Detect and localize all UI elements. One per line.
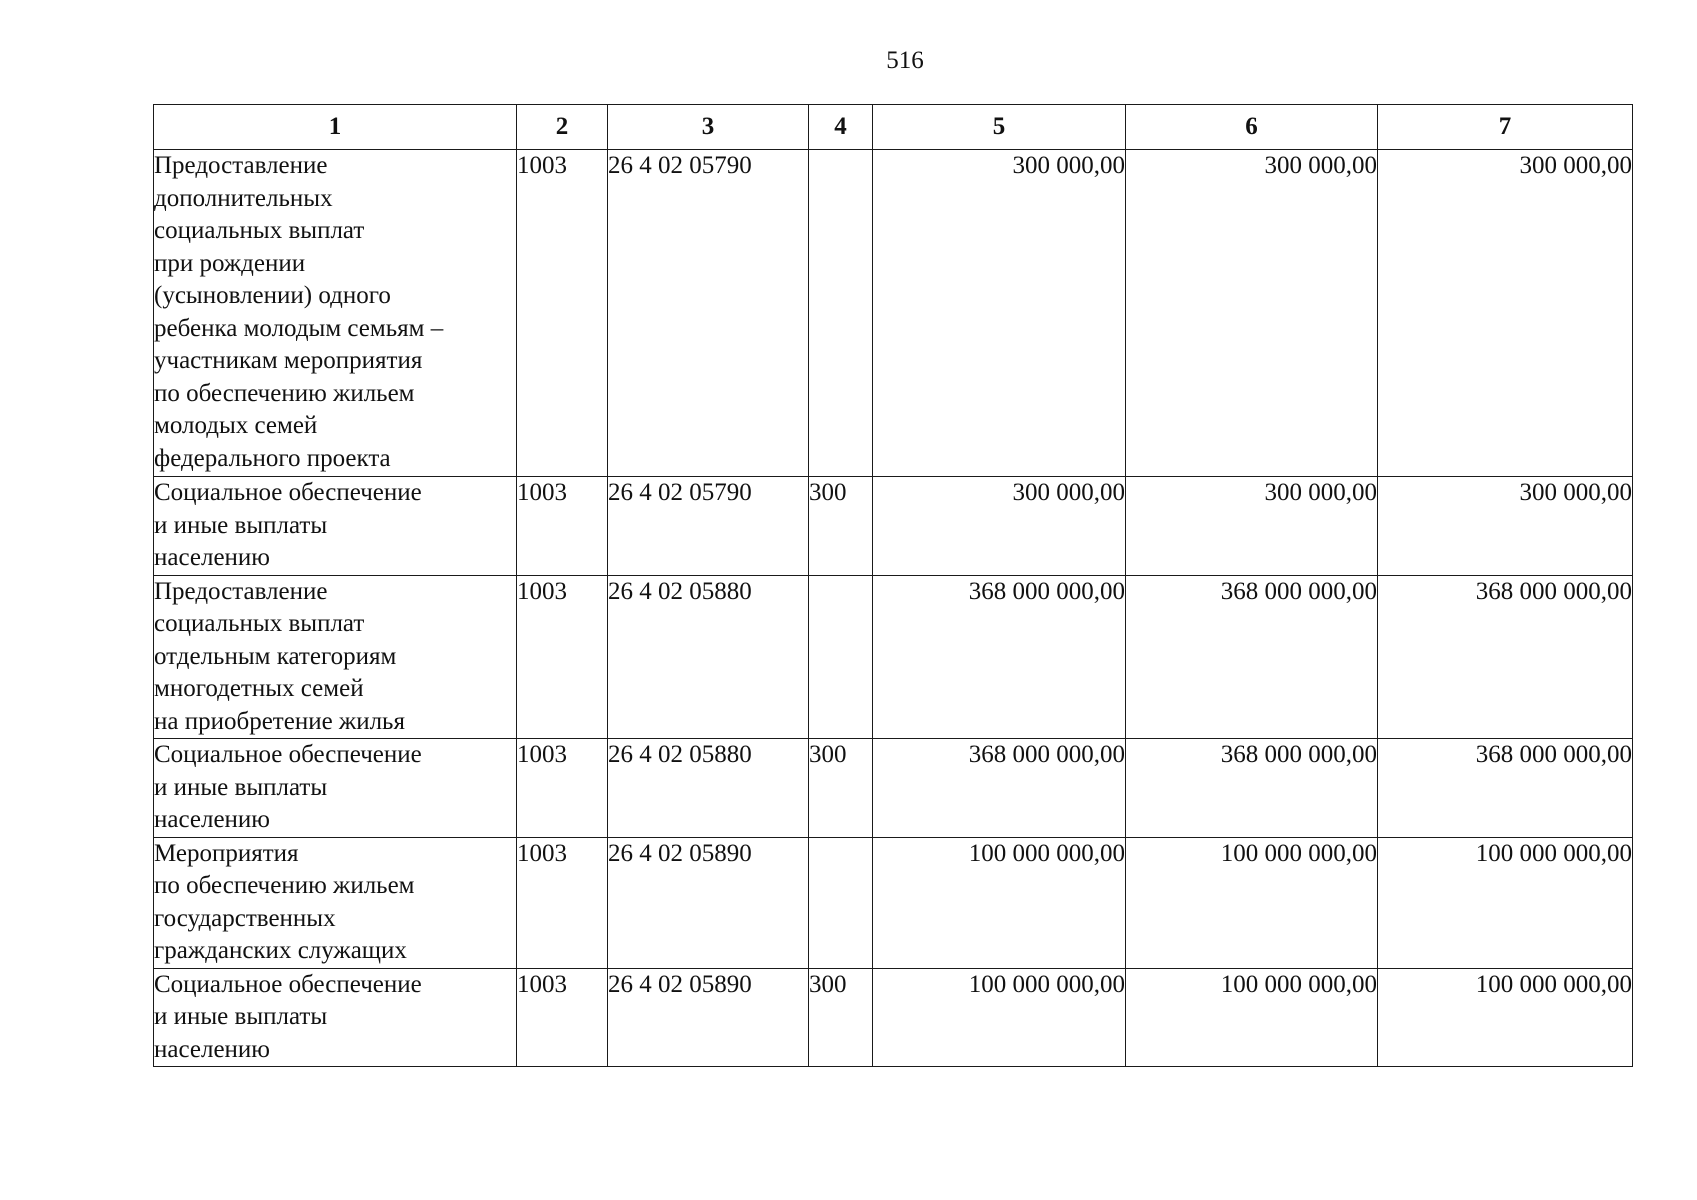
amount-col-5-cell: 300 000,00 [873, 477, 1126, 576]
name-line: населению [154, 544, 270, 571]
name-line: и иные выплаты [154, 773, 328, 801]
name-line: при рождении [154, 249, 306, 277]
name-line: многодетных семей [154, 675, 364, 702]
amount-col-7-cell: 100 000 000,00 [1378, 837, 1633, 968]
amount-col-7-cell: 368 000 000,00 [1378, 739, 1633, 838]
header-col-1: 1 [154, 105, 517, 150]
row-name-cell [154, 739, 517, 838]
amount-col-7-cell: 300 000,00 [1378, 477, 1633, 576]
target-code-cell: 26 4 02 05880 [608, 739, 809, 838]
header-col-7: 7 [1378, 105, 1633, 150]
header-col-6: 6 [1126, 105, 1378, 150]
amount-col-6-cell: 300 000,00 [1126, 477, 1378, 576]
amount-col-6-cell: 368 000 000,00 [1126, 575, 1378, 739]
section-code-cell: 1003 [517, 968, 608, 1067]
amount-col-5-cell: 100 000 000,00 [873, 968, 1126, 1067]
name-line: молодых семей [154, 412, 318, 439]
row-name-cell [154, 837, 517, 968]
target-code-cell: 26 4 02 05890 [608, 837, 809, 968]
amount-col-5-cell: 300 000,00 [873, 150, 1126, 477]
row-name-cell [154, 575, 517, 739]
name-line: ребенка молодым семьям – [154, 314, 444, 342]
name-line: Социальное обеспечение [154, 479, 422, 506]
header-col-4: 4 [809, 105, 873, 150]
table-row [154, 575, 1633, 739]
amount-col-6-cell: 100 000 000,00 [1126, 968, 1378, 1067]
table-row [154, 477, 1633, 576]
amount-col-6-cell: 100 000 000,00 [1126, 837, 1378, 968]
section-code-cell: 1003 [517, 575, 608, 739]
expense-type-cell: 300 [809, 968, 873, 1067]
amount-col-5-cell: 100 000 000,00 [873, 837, 1126, 968]
name-line: Мероприятия [154, 839, 299, 867]
name-line: социальных выплат [154, 610, 365, 637]
row-name-cell [154, 968, 517, 1067]
header-row [154, 105, 1633, 150]
name-line: Предоставление [154, 577, 328, 605]
header-col-2: 2 [517, 105, 608, 150]
name-line: федерального проекта [154, 444, 391, 472]
name-line: населению [154, 806, 270, 833]
name-line: социальных выплат [154, 217, 365, 244]
header-col-3: 3 [608, 105, 809, 150]
page-number: 516 [886, 47, 924, 74]
target-code-cell: 26 4 02 05790 [608, 477, 809, 576]
expense-type-cell: 300 [809, 477, 873, 576]
expense-type-cell [809, 837, 873, 968]
table-row [154, 837, 1633, 968]
section-code-cell: 1003 [517, 150, 608, 477]
section-code-cell: 1003 [517, 837, 608, 968]
amount-col-5-cell: 368 000 000,00 [873, 575, 1126, 739]
table-row [154, 968, 1633, 1067]
name-line: по обеспечению жильем [154, 872, 415, 899]
target-code-cell: 26 4 02 05890 [608, 968, 809, 1067]
name-line: Социальное обеспечение [154, 970, 422, 998]
target-code-cell: 26 4 02 05880 [608, 575, 809, 739]
amount-col-6-cell: 300 000,00 [1126, 150, 1378, 477]
header-col-5: 5 [873, 105, 1126, 150]
target-code-cell: 26 4 02 05790 [608, 150, 809, 477]
name-line: участникам мероприятия [154, 347, 423, 374]
name-line: государственных [154, 904, 336, 932]
amount-col-5-cell: 368 000 000,00 [873, 739, 1126, 838]
table-row [154, 739, 1633, 838]
section-code-cell: 1003 [517, 477, 608, 576]
name-line: гражданских служащих [154, 937, 407, 964]
name-line: по обеспечению жильем [154, 379, 415, 407]
name-line: отдельным категориям [154, 642, 397, 670]
name-line: (усыновлении) одного [154, 282, 391, 309]
name-line: и иные выплаты [154, 511, 328, 539]
name-line: дополнительных [154, 184, 333, 212]
name-line: и иные выплаты [154, 1003, 328, 1030]
name-line: Социальное обеспечение [154, 741, 422, 768]
amount-col-7-cell: 100 000 000,00 [1378, 968, 1633, 1067]
table-row [154, 150, 1633, 477]
expense-type-cell [809, 150, 873, 477]
name-line: на приобретение жилья [154, 707, 405, 735]
row-name-cell [154, 477, 517, 576]
expense-type-cell: 300 [809, 739, 873, 838]
amount-col-7-cell: 300 000,00 [1378, 150, 1633, 477]
expense-type-cell [809, 575, 873, 739]
row-name-cell [154, 150, 517, 477]
amount-col-7-cell: 368 000 000,00 [1378, 575, 1633, 739]
name-line: Предоставление [154, 152, 328, 179]
name-line: населению [154, 1035, 270, 1063]
amount-col-6-cell: 368 000 000,00 [1126, 739, 1378, 838]
budget-table [153, 104, 1633, 1067]
section-code-cell: 1003 [517, 739, 608, 838]
